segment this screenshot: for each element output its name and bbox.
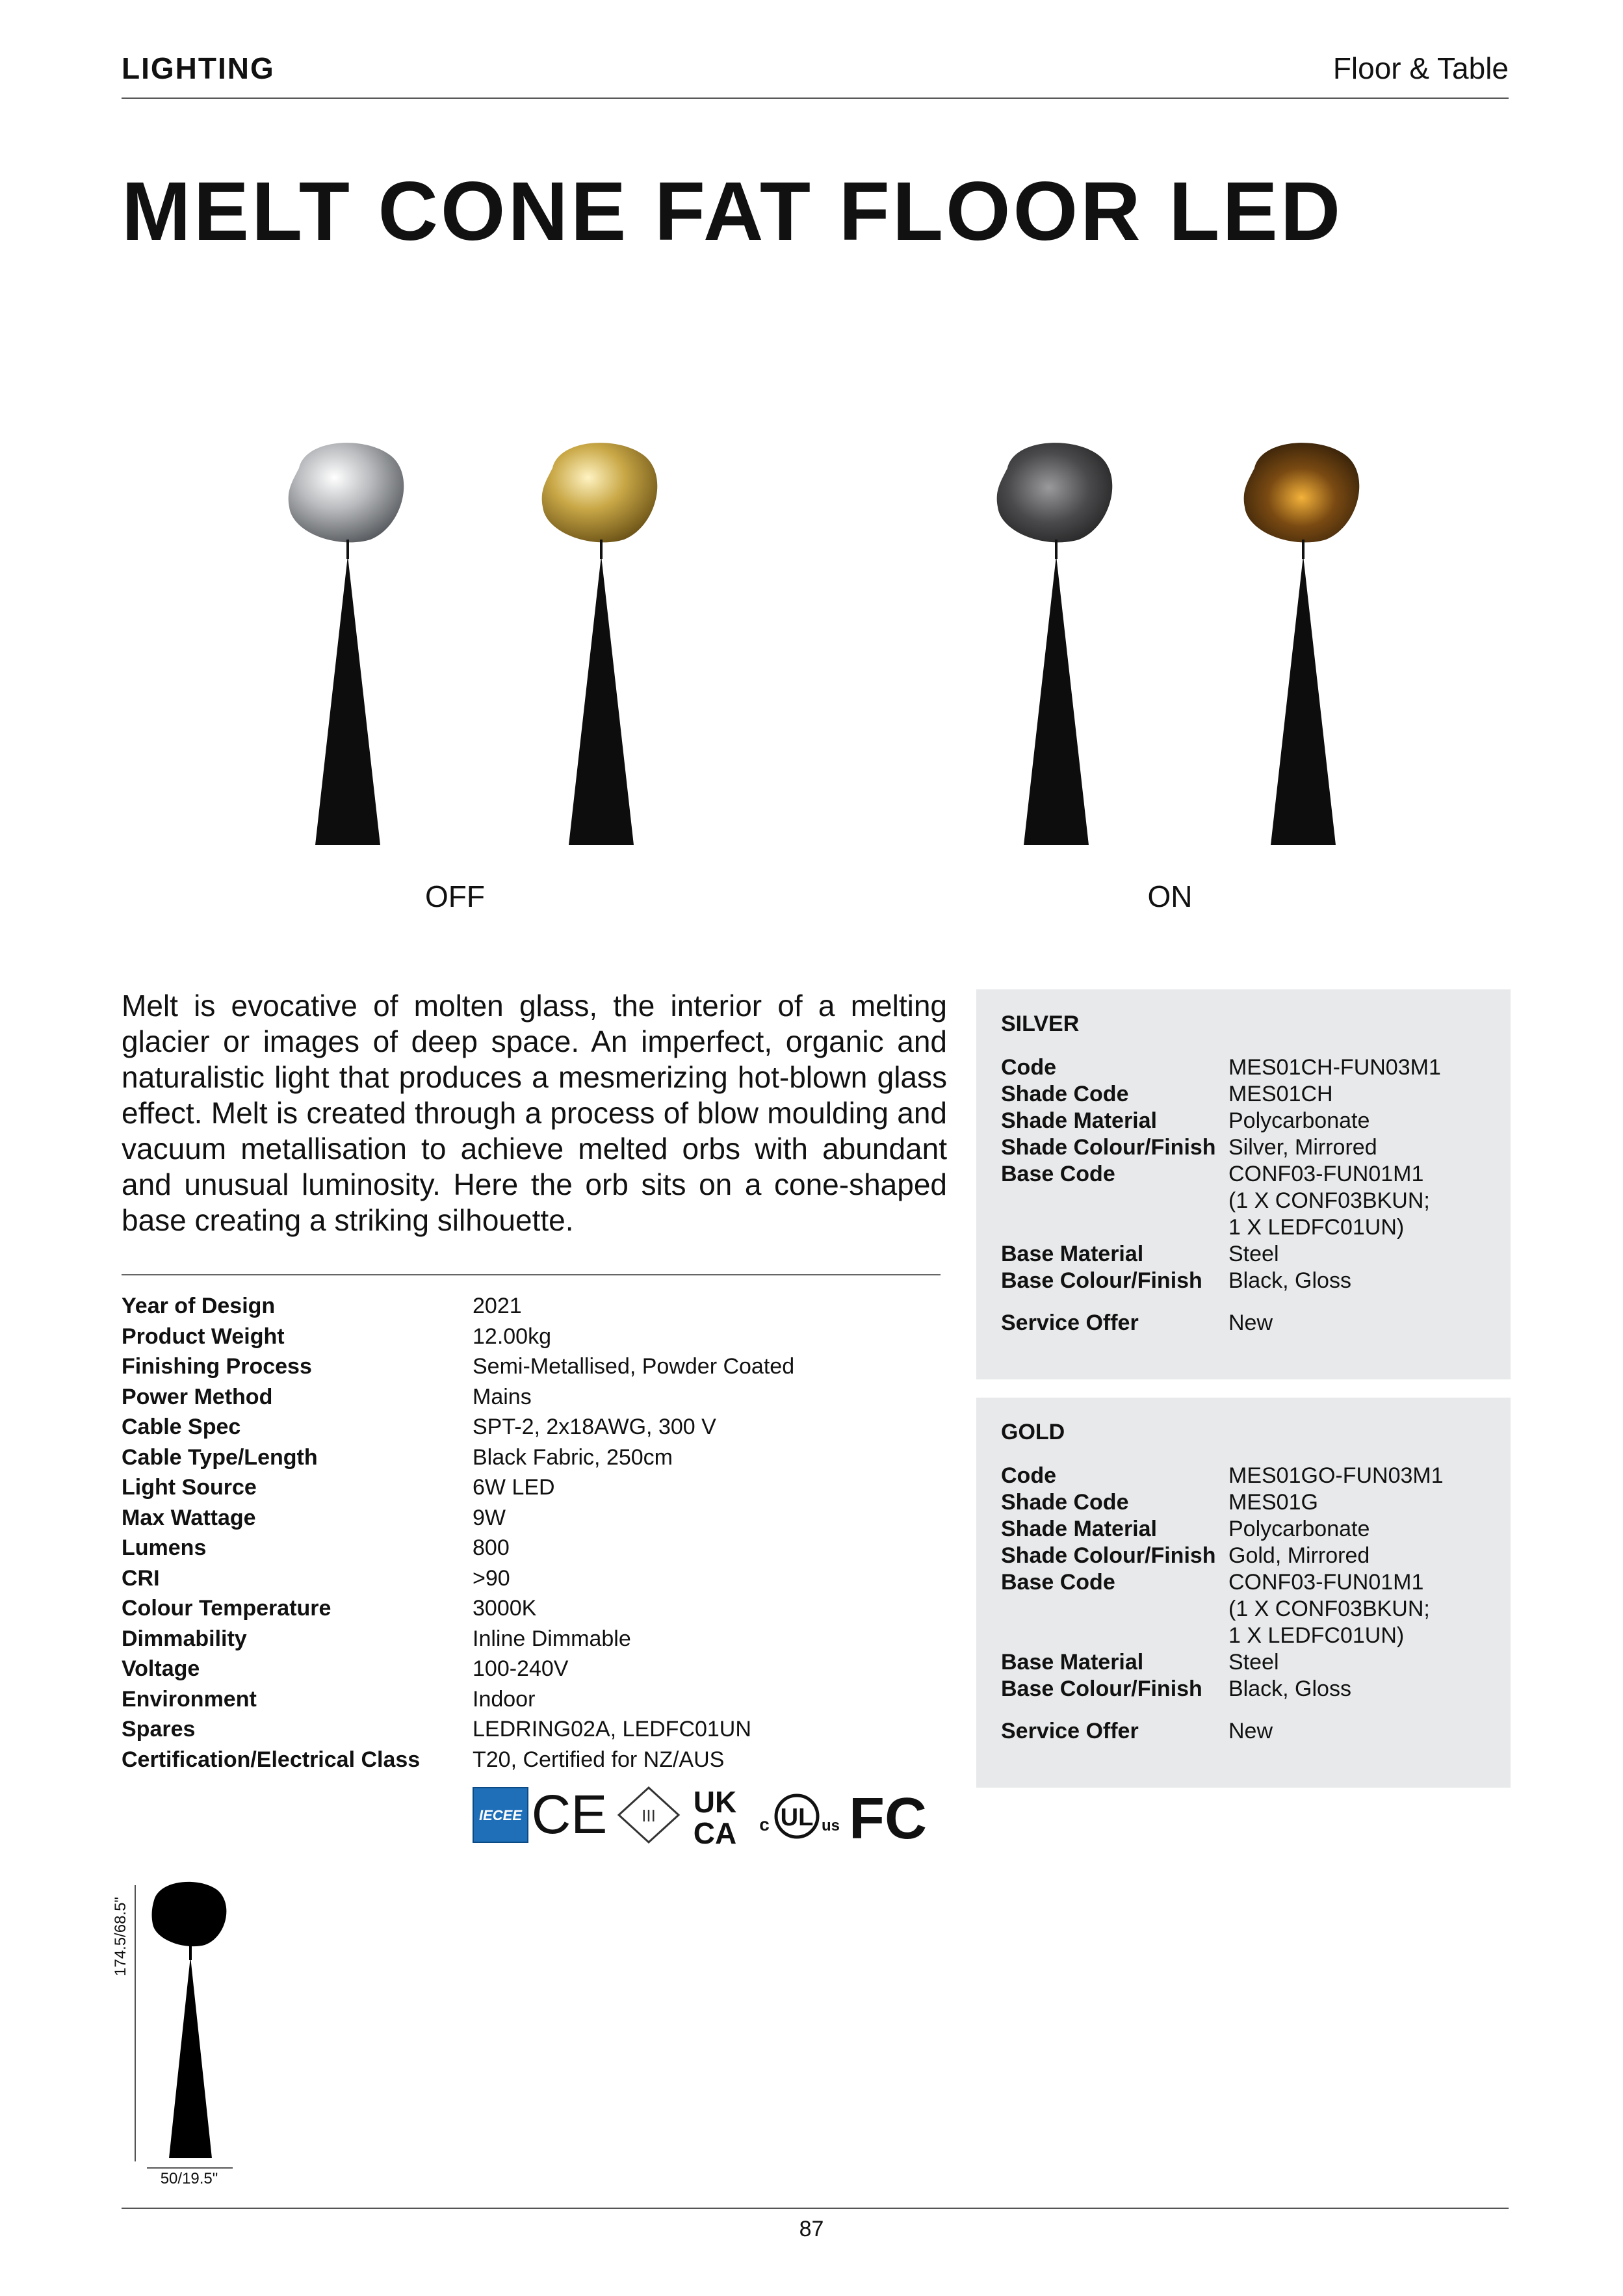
variant-spacer <box>1001 1702 1444 1718</box>
spec-label: Environment <box>122 1686 257 1712</box>
variant-title: GOLD <box>1001 1420 1065 1444</box>
spec-value: Black Fabric, 250cm <box>473 1444 673 1470</box>
spec-row <box>122 1324 941 1355</box>
product-description: Melt is evocative of molten glass, the interior of a melting glacier or images of deep space. An imperfect, organic and naturalistic light that produces a mesmerizing hot-blown glass effect. Melt is created through a process of blow moulding and vacuum metallisation to achieve melted orbs with abundant and unusual luminosity. Here the orb sits on a cone-shaped base creating a striking silhouette. <box>122 989 947 1237</box>
spec-value: 100-240V <box>473 1656 569 1681</box>
variant-value: Black, Gloss <box>1228 1268 1351 1293</box>
lamp-gold-off-icon <box>520 429 682 852</box>
spec-label: Product Weight <box>122 1324 285 1349</box>
ukca-icon <box>694 1785 736 1847</box>
spec-label: Dimmability <box>122 1626 247 1651</box>
variant-label: Shade Code <box>1001 1082 1129 1106</box>
variant-label: Code <box>1001 1055 1056 1080</box>
ce-icon <box>532 1784 608 1845</box>
variant-row <box>1001 1241 1441 1268</box>
variant-value: Polycarbonate <box>1228 1108 1370 1133</box>
off-caption: OFF <box>425 880 485 913</box>
variant-label: Base Material <box>1001 1650 1144 1675</box>
svg-text:FC: FC <box>849 1786 927 1847</box>
lamp-silver-off-icon <box>266 429 429 852</box>
variant-value: MES01GO-FUN03M1 <box>1228 1463 1444 1488</box>
variant-label: Base Colour/Finish <box>1001 1676 1202 1701</box>
fcc-icon <box>849 1786 927 1847</box>
lamp-silver-on-icon <box>975 429 1137 852</box>
spec-label: Lumens <box>122 1535 207 1560</box>
variant-label: Base Code <box>1001 1162 1115 1186</box>
variant-value: Polycarbonate <box>1228 1517 1370 1541</box>
lamp-gold-on-icon <box>1222 429 1384 852</box>
spec-label: Colour Temperature <box>122 1596 331 1621</box>
description-divider <box>122 1274 941 1275</box>
spec-value: Inline Dimmable <box>473 1626 631 1651</box>
spec-label: Certification/Electrical Class <box>122 1747 421 1772</box>
variant-label: Service Offer <box>1001 1311 1139 1335</box>
spec-row <box>122 1475 941 1506</box>
spec-row <box>122 1566 941 1597</box>
variant-row <box>1001 1161 1441 1241</box>
spec-value: 800 <box>473 1535 510 1560</box>
spec-value: 6W LED <box>473 1475 555 1500</box>
variant-label: Shade Colour/Finish <box>1001 1135 1216 1160</box>
header-divider <box>122 98 1509 99</box>
variant-row <box>1001 1134 1441 1161</box>
spec-row <box>122 1747 941 1778</box>
variant-value: CONF03-FUN01M1 (1 X CONF03BKUN; 1 X LEDFC01UN) <box>1228 1570 1430 1648</box>
variant-row <box>1001 1676 1444 1702</box>
spec-value: 12.00kg <box>473 1324 551 1349</box>
variant-row <box>1001 1516 1444 1543</box>
variant-label: Shade Code <box>1001 1490 1129 1515</box>
spec-row <box>122 1415 941 1445</box>
spec-label: Finishing Process <box>122 1354 312 1379</box>
variant-value: MES01CH-FUN03M1 <box>1228 1055 1441 1080</box>
variant-row <box>1001 1489 1444 1516</box>
variant-row <box>1001 1081 1441 1108</box>
variant-label: Shade Material <box>1001 1108 1157 1133</box>
variant-value: Gold, Mirrored <box>1228 1543 1370 1568</box>
spec-value: 3000K <box>473 1596 537 1621</box>
variant-label: Code <box>1001 1463 1056 1488</box>
spec-value: LEDRING02A, LEDFC01UN <box>473 1717 751 1742</box>
spec-row <box>122 1506 941 1536</box>
variant-panel-silver <box>976 989 1511 1379</box>
spec-label: Max Wattage <box>122 1505 256 1530</box>
variant-label: Service Offer <box>1001 1719 1139 1743</box>
page-number: 87 <box>799 2217 824 2241</box>
variant-table <box>1001 1463 1444 1745</box>
dimension-drawing <box>123 1872 253 2178</box>
svg-text:IECEE: IECEE <box>478 1807 523 1823</box>
spec-value: Semi-Metallised, Powder Coated <box>473 1354 795 1379</box>
svg-text:CE: CE <box>531 1784 608 1845</box>
page-title: MELT CONE FAT FLOOR LED <box>122 165 1344 258</box>
variant-label: Base Material <box>1001 1242 1144 1266</box>
spec-row <box>122 1687 941 1717</box>
variant-panel-gold <box>976 1398 1511 1788</box>
variant-label: Base Code <box>1001 1570 1115 1595</box>
height-dimension: 174.5/68.5" <box>112 1897 129 1976</box>
variant-row <box>1001 1054 1441 1081</box>
spec-label: Voltage <box>122 1656 200 1681</box>
spec-label: Light Source <box>122 1475 257 1500</box>
svg-text:c: c <box>759 1814 770 1834</box>
variant-title: SILVER <box>1001 1011 1080 1036</box>
spec-row <box>122 1596 941 1626</box>
spec-row <box>122 1294 941 1324</box>
variant-value: Black, Gloss <box>1228 1676 1351 1701</box>
svg-text:CA: CA <box>693 1816 737 1847</box>
spec-row <box>122 1717 941 1747</box>
certification-marks <box>472 1782 940 1847</box>
variant-label: Shade Colour/Finish <box>1001 1543 1216 1568</box>
spec-value: 2021 <box>473 1294 522 1318</box>
spec-value: 9W <box>473 1505 506 1530</box>
spec-row <box>122 1445 941 1476</box>
variant-spacer <box>1001 1294 1441 1310</box>
spec-label: Cable Type/Length <box>122 1444 318 1470</box>
variant-value: Steel <box>1228 1650 1279 1675</box>
variant-value: CONF03-FUN01M1 (1 X CONF03BKUN; 1 X LEDFC01UN) <box>1228 1162 1430 1240</box>
category-label: Floor & Table <box>1332 51 1509 85</box>
variant-row <box>1001 1310 1441 1337</box>
class-iii-icon <box>619 1788 679 1842</box>
svg-text:UK: UK <box>693 1785 737 1819</box>
variant-value: Silver, Mirrored <box>1228 1135 1377 1160</box>
on-caption: ON <box>1147 880 1193 913</box>
variant-row <box>1001 1649 1444 1676</box>
svg-text:III: III <box>642 1806 656 1825</box>
variant-value: MES01G <box>1228 1490 1318 1515</box>
iecee-icon <box>473 1788 528 1842</box>
variant-table <box>1001 1054 1441 1337</box>
spec-value: >90 <box>473 1565 510 1591</box>
cul-us-icon <box>759 1795 840 1837</box>
spec-label: CRI <box>122 1565 160 1591</box>
spec-value: Mains <box>473 1384 532 1409</box>
footer-divider <box>122 2208 1509 2209</box>
spec-row <box>122 1354 941 1385</box>
spec-label: Year of Design <box>122 1294 276 1318</box>
spec-label: Power Method <box>122 1384 273 1409</box>
variant-value: New <box>1228 1311 1273 1335</box>
spec-label: Cable Spec <box>122 1415 241 1439</box>
section-label: LIGHTING <box>122 51 275 85</box>
variant-row <box>1001 1108 1441 1134</box>
spec-row <box>122 1535 941 1566</box>
svg-text:UL: UL <box>780 1804 814 1831</box>
variant-row <box>1001 1463 1444 1489</box>
variant-value: MES01CH <box>1228 1082 1333 1106</box>
spec-row <box>122 1385 941 1415</box>
variant-value: New <box>1228 1719 1273 1743</box>
variant-row <box>1001 1569 1444 1649</box>
variant-label: Shade Material <box>1001 1517 1157 1541</box>
variant-row <box>1001 1718 1444 1745</box>
svg-text:us: us <box>821 1817 840 1834</box>
spec-value: SPT-2, 2x18AWG, 300 V <box>473 1415 716 1439</box>
spec-row <box>122 1656 941 1687</box>
spec-value: Indoor <box>473 1686 536 1712</box>
variant-row <box>1001 1543 1444 1569</box>
specifications-table <box>122 1294 941 1777</box>
spec-label: Spares <box>122 1717 196 1742</box>
spec-row <box>122 1626 941 1657</box>
variant-value: Steel <box>1228 1242 1279 1266</box>
variant-row <box>1001 1268 1441 1294</box>
width-dimension: 50/19.5" <box>160 2170 218 2187</box>
spec-value: T20, Certified for NZ/AUS <box>473 1747 725 1772</box>
variant-label: Base Colour/Finish <box>1001 1268 1202 1293</box>
